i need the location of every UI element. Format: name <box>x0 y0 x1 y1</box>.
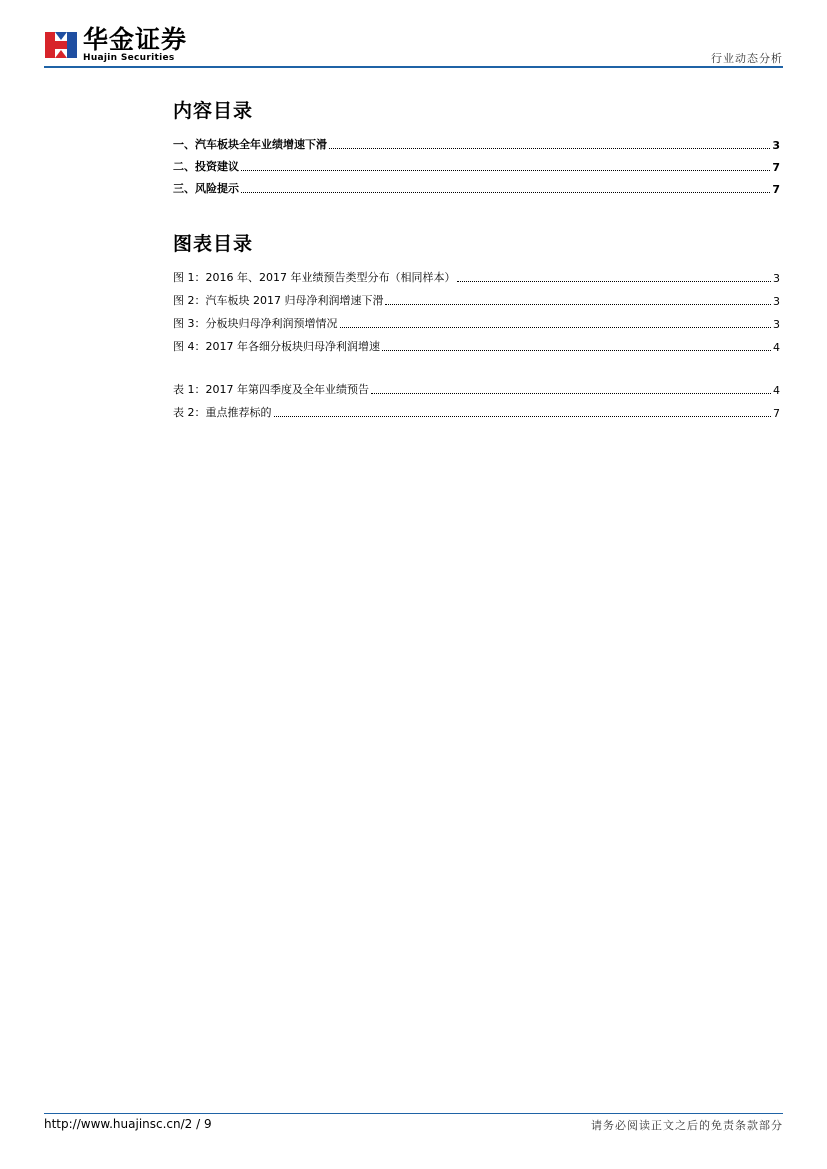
figure-entry[interactable] <box>173 262 780 285</box>
toc-entry-label: 二、投资建议 <box>173 160 239 173</box>
table-entry[interactable] <box>173 374 780 397</box>
dot-leader <box>329 147 770 149</box>
toc-entry-page: 7 <box>772 161 780 174</box>
dot-leader <box>382 349 771 351</box>
dot-leader <box>371 392 771 394</box>
dot-leader <box>241 169 770 171</box>
disclaimer-note: 请务必阅读正文之后的免责条款部分 <box>591 1119 783 1132</box>
footer-divider <box>44 1113 783 1114</box>
toc-entry-page: 3 <box>772 139 780 152</box>
table-entry-page: 4 <box>773 384 780 397</box>
contents-title: 内容目录 <box>173 100 254 122</box>
company-logo <box>44 26 189 66</box>
dot-leader <box>457 280 771 282</box>
figure-entry[interactable] <box>173 285 780 308</box>
table-entry-label: 表 1：2017 年第四季度及全年业绩预告 <box>173 383 369 396</box>
dot-leader <box>340 326 772 328</box>
dot-leader <box>274 415 772 417</box>
figure-entry-label: 图 3：分板块归母净利润预增情况 <box>173 317 338 330</box>
toc-entry-page: 7 <box>772 183 780 196</box>
figure-entry[interactable] <box>173 308 780 331</box>
figure-entry-page: 3 <box>773 318 780 331</box>
toc-entry[interactable] <box>173 152 780 174</box>
contents-list <box>173 130 780 196</box>
table-entry-page: 7 <box>773 407 780 420</box>
dot-leader <box>241 191 770 193</box>
figures-title: 图表目录 <box>173 233 254 255</box>
toc-entry-label: 一、汽车板块全年业绩增速下滑 <box>173 138 327 151</box>
figure-entry-page: 4 <box>773 341 780 354</box>
figure-entry-label: 图 4：2017 年各细分板块归母净利润增速 <box>173 340 380 353</box>
figure-entry-label: 图 1：2016 年、2017 年业绩预告类型分布（相同样本） <box>173 271 456 284</box>
table-entry-label: 表 2：重点推荐标的 <box>173 406 272 419</box>
dot-leader <box>385 303 771 305</box>
brand-name-cn: 华金证券 <box>83 25 188 54</box>
header-divider <box>44 66 783 68</box>
huajin-logo-icon <box>44 28 78 62</box>
page-header <box>44 26 783 66</box>
toc-entry[interactable] <box>173 130 780 152</box>
figures-list <box>173 262 780 354</box>
figure-entry-label: 图 2：汽车板块 2017 归母净利润增速下滑 <box>173 294 384 307</box>
report-type: 行业动态分析 <box>711 52 783 65</box>
tables-list <box>173 374 780 420</box>
figure-entry-page: 3 <box>773 295 780 308</box>
figure-entry-page: 3 <box>773 272 780 285</box>
toc-entry[interactable] <box>173 174 780 196</box>
brand-name-en: Huajin Securities <box>83 53 175 63</box>
footer-url[interactable]: http://www.huajinsc.cn/2 / 9 <box>44 1117 212 1131</box>
toc-entry-label: 三、风险提示 <box>173 182 239 195</box>
table-entry[interactable] <box>173 397 780 420</box>
figure-entry[interactable] <box>173 331 780 354</box>
